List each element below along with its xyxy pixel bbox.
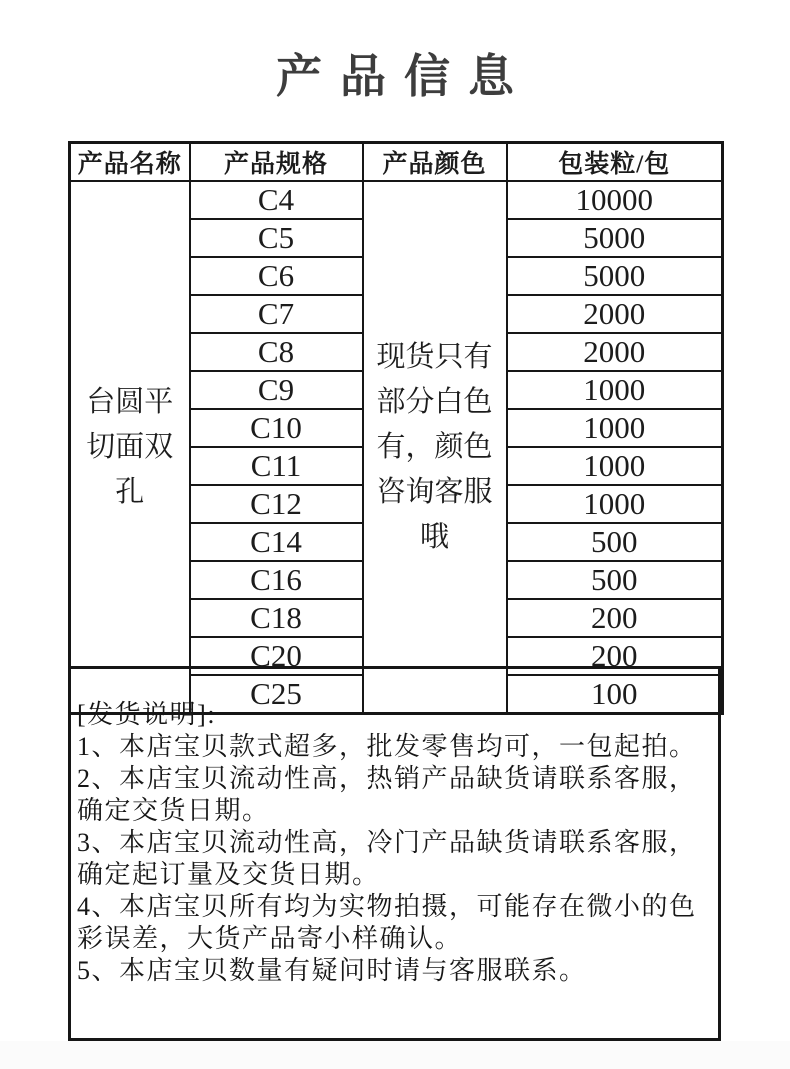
header-product-color: 产品颜色	[363, 143, 507, 182]
color-note-cell: 现货只有部分白色有，颜色咨询客服哦	[363, 181, 507, 714]
shipping-note-1: 1、本店宝贝款式超多，批发零售均可，一包起拍。	[77, 732, 697, 761]
header-row	[70, 143, 723, 182]
product-name-cell: 台圆平切面双孔	[70, 181, 190, 714]
spec-cell: C16	[190, 561, 363, 599]
pack-cell: 2000	[507, 295, 723, 333]
bottom-strip	[0, 1041, 790, 1069]
header-product-spec: 产品规格	[190, 143, 363, 182]
pack-cell: 1000	[507, 447, 723, 485]
product-info-table	[68, 141, 724, 715]
shipping-notes-heading: [发货说明]:	[77, 700, 217, 729]
pack-cell: 1000	[507, 409, 723, 447]
shipping-note-5: 5、本店宝贝数量有疑问时请与客服联系。	[77, 956, 587, 985]
pack-cell: 1000	[507, 371, 723, 409]
spec-cell: C5	[190, 219, 363, 257]
shipping-notes-box	[68, 666, 721, 1041]
pack-cell: 2000	[507, 333, 723, 371]
spec-cell: C18	[190, 599, 363, 637]
spec-cell: C8	[190, 333, 363, 371]
spec-cell: C6	[190, 257, 363, 295]
pack-cell: 10000	[507, 181, 723, 219]
spec-cell: C10	[190, 409, 363, 447]
page-title: 产品信息	[276, 49, 532, 103]
spec-cell: C7	[190, 295, 363, 333]
spec-cell: C14	[190, 523, 363, 561]
spec-cell: C11	[190, 447, 363, 485]
spec-cell: C4	[190, 181, 363, 219]
pack-cell: 200	[507, 637, 723, 675]
pack-cell: 500	[507, 561, 723, 599]
shipping-note-2: 2、本店宝贝流动性高，热销产品缺货请联系客服，确定交货日期。	[77, 764, 697, 825]
table-row	[70, 181, 723, 219]
spec-cell: C12	[190, 485, 363, 523]
shipping-note-4: 4、本店宝贝所有均为实物拍摄，可能存在微小的色彩误差，大货产品寄小样确认。	[77, 892, 697, 953]
shipping-note-3: 3、本店宝贝流动性高，冷门产品缺货请联系客服，确定起订量及交货日期。	[77, 828, 697, 889]
pack-cell: 5000	[507, 219, 723, 257]
pack-cell: 200	[507, 599, 723, 637]
spec-cell: C20	[190, 637, 363, 675]
pack-cell: 1000	[507, 485, 723, 523]
header-product-name: 产品名称	[70, 143, 190, 182]
pack-cell: 100	[507, 675, 723, 714]
pack-cell: 5000	[507, 257, 723, 295]
pack-cell: 500	[507, 523, 723, 561]
spec-cell: C25	[190, 675, 363, 714]
header-pack-quantity: 包装粒/包	[507, 143, 723, 182]
spec-cell: C9	[190, 371, 363, 409]
